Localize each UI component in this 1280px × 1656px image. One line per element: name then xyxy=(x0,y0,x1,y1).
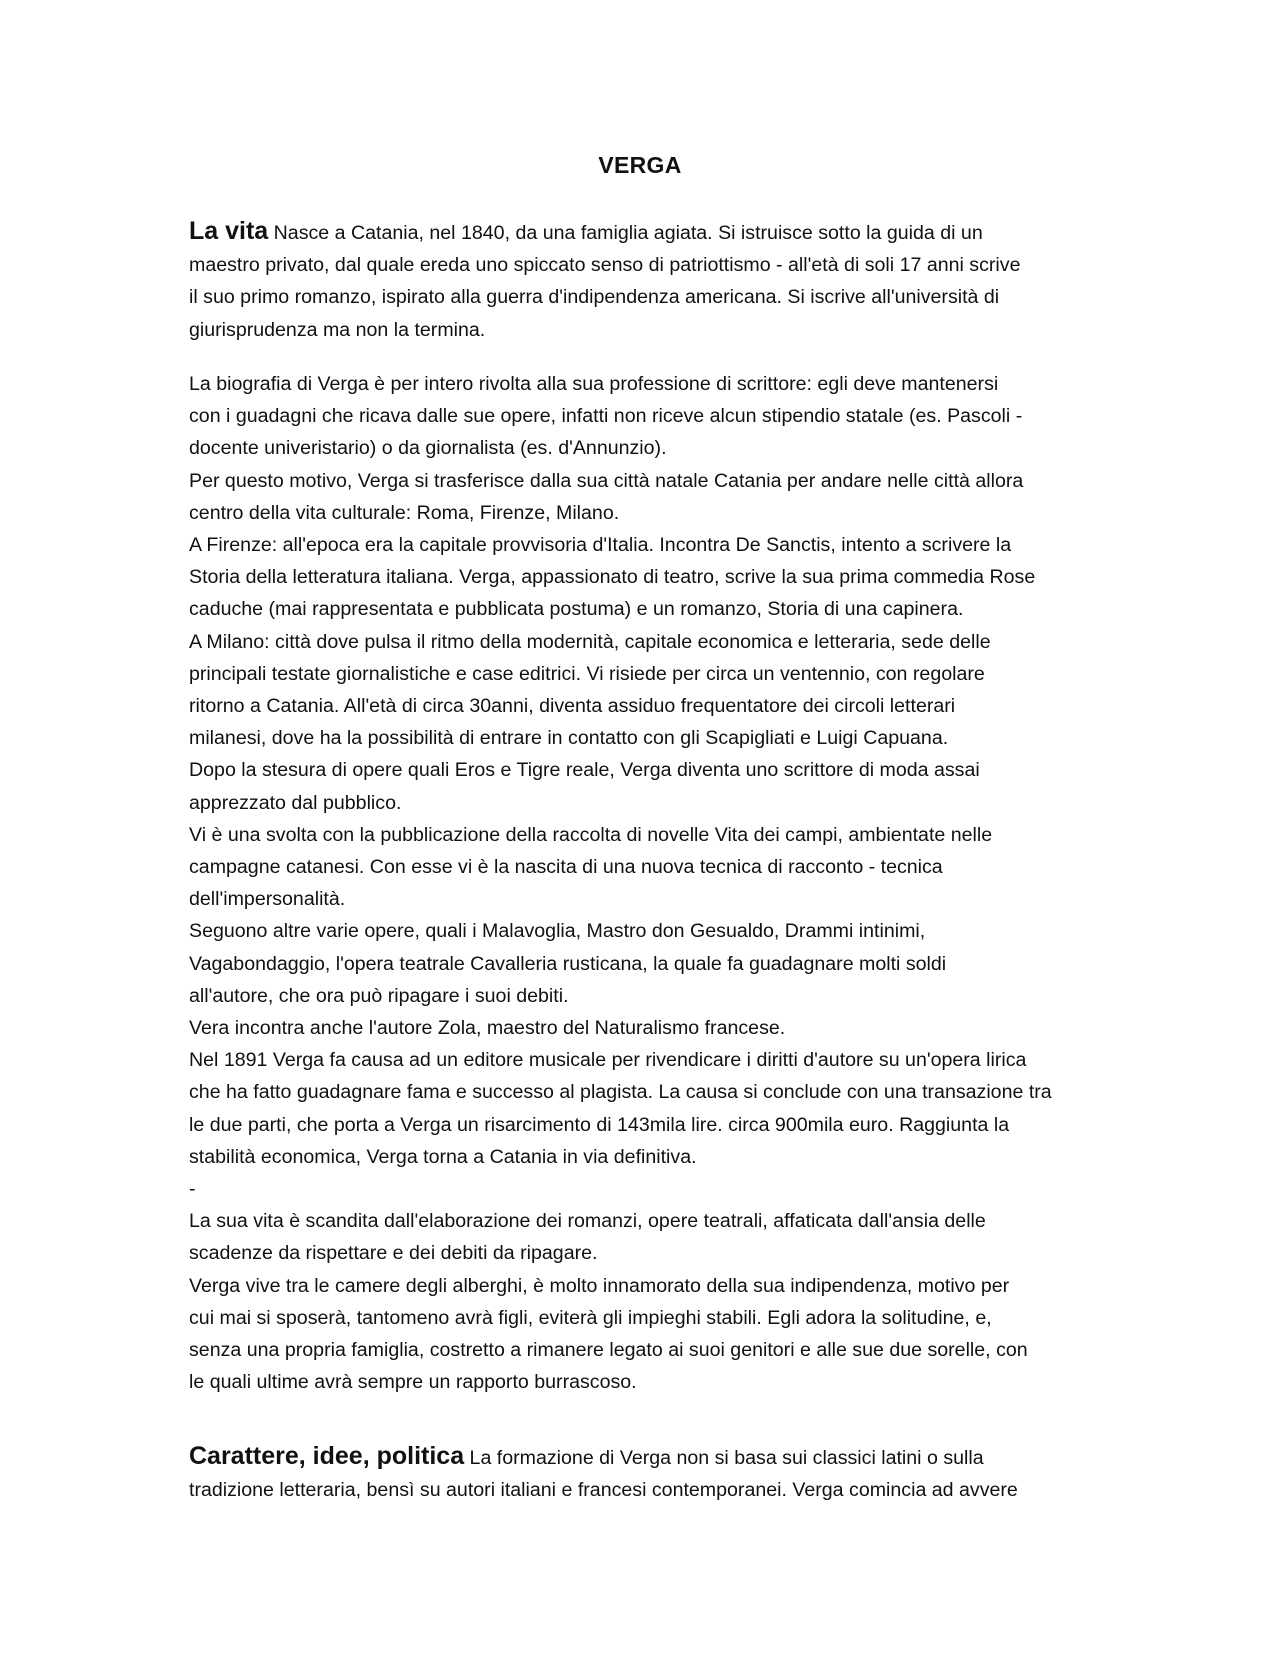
paragraph-line: dell'impersonalità. xyxy=(189,888,346,911)
paragraph-line: stabilità economica, Verga torna a Catania in via definitiva. xyxy=(189,1145,697,1168)
paragraph-line: cui mai si sposerà, tantomeno avrà figli, eviterà gli impieghi stabili. Egli adora la solitudine, e, xyxy=(189,1306,992,1329)
section-heading-la-vita: La vita xyxy=(189,217,269,245)
paragraph-line: La biografia di Verga è per intero rivolta alla sua professione di scrittore: egli deve mantenersi xyxy=(189,373,999,395)
paragraph-line: che ha fatto guadagnare fama e successo al plagista. La causa si conclude con una transazione tra xyxy=(189,1081,1052,1104)
paragraph-line: il suo primo romanzo, ispirato alla guerra d'indipendenza americana. Si iscrive all'università di xyxy=(189,286,1000,309)
paragraph-line: con i guadagni che ricava dalle sue opere, infatti non riceve alcun stipendio statale (es. Pascoli - xyxy=(189,405,1023,428)
paragraph-line: maestro privato, dal quale ereda uno spiccato senso di patriottismo - all'età di soli 17 anni scrive xyxy=(189,254,1021,277)
paragraph-line: docente univeristario) o da giornalista (es. d'Annunzio). xyxy=(189,437,667,460)
paragraph-text: La formazione di Verga non si basa sui classici latini o sulla xyxy=(464,1447,984,1469)
paragraph-line: giurisprudenza ma non la termina. xyxy=(189,318,486,341)
paragraph-line: Vagabondaggio, l'opera teatrale Cavalleria rusticana, la quale fa guadagnare molti soldi xyxy=(189,952,947,975)
paragraph-line: campagne catanesi. Con esse vi è la nascita di una nuova tecnica di racconto - tecnica xyxy=(189,856,943,879)
paragraph-line: senza una propria famiglia, costretto a rimanere legato ai suoi genitori e alle sue due sorelle, con xyxy=(189,1339,1028,1362)
paragraph-line: La sua vita è scandita dall'elaborazione dei romanzi, opere teatrali, affaticata dall'ansia delle xyxy=(189,1210,986,1233)
paragraph-line xyxy=(189,1440,1094,1474)
paragraph-line: Seguono altre varie opere, quali i Malavoglia, Mastro don Gesualdo, Drammi intinimi, xyxy=(189,920,926,943)
paragraph-line: ritorno a Catania. All'età di circa 30anni, diventa assiduo frequentatore dei circoli letterari xyxy=(189,695,956,718)
document-title: VERGA xyxy=(598,152,682,178)
paragraph-line: all'autore, che ora può ripagare i suoi debiti. xyxy=(189,984,569,1007)
paragraph-text: Nasce a Catania, nel 1840, da una famiglia agiata. Si istruisce sotto la guida di un xyxy=(268,222,983,244)
separator-dash: - xyxy=(189,1178,196,1201)
paragraph-line: le quali ultime avrà sempre un rapporto burrascoso. xyxy=(189,1371,637,1394)
paragraph-line: apprezzato dal pubblico. xyxy=(189,791,402,814)
paragraph-line: Storia della letteratura italiana. Verga, appassionato di teatro, scrive la sua prima commedia Rose xyxy=(189,566,1036,589)
paragraph-line: Nel 1891 Verga fa causa ad un editore musicale per rivendicare i diritti d'autore su un'opera lirica xyxy=(189,1049,1027,1072)
paragraph-line: scadenze da rispettare e dei debiti da ripagare. xyxy=(189,1242,598,1265)
paragraph-line: caduche (mai rappresentata e pubblicata postuma) e un romanzo, Storia di una capinera. xyxy=(189,598,964,621)
paragraph-line: le due parti, che porta a Verga un risarcimento di 143mila lire. circa 900mila euro. Raggiunta la xyxy=(189,1113,1010,1136)
section-la-vita xyxy=(189,215,1094,346)
paragraph-line: Vera incontra anche l'autore Zola, maestro del Naturalismo francese. xyxy=(189,1017,786,1040)
paragraph-line: principali testate giornalistiche e case editrici. Vi risiede per circa un ventennio, con regolare xyxy=(189,662,985,685)
paragraph-line: Vi è una svolta con la pubblicazione della raccolta di novelle Vita dei campi, ambientate nelle xyxy=(189,823,993,846)
paragraph-line: A Milano: città dove pulsa il ritmo della modernità, capitale economica e letteraria, sede delle xyxy=(189,630,991,653)
paragraph-line: A Firenze: all'epoca era la capitale provvisoria d'Italia. Incontra De Sanctis, intento a scrivere la xyxy=(189,534,1012,557)
paragraph-line xyxy=(189,215,1094,249)
paragraph-line: Per questo motivo, Verga si trasferisce dalla sua città natale Catania per andare nelle città allora xyxy=(189,469,1024,492)
paragraph-line: Dopo la stesura di opere quali Eros e Tigre reale, Verga diventa uno scrittore di moda assai xyxy=(189,759,980,782)
paragraph-line: milanesi, dove ha la possibilità di entrare in contatto con gli Scapigliati e Luigi Capuana. xyxy=(189,727,949,750)
section-biografia xyxy=(189,368,1094,1399)
paragraph-line: Verga vive tra le camere degli alberghi, è molto innamorato della sua indipendenza, motivo per xyxy=(189,1274,1010,1297)
paragraph-line: tradizione letteraria, bensì su autori italiani e francesi contemporanei. Verga comincia ad avvere xyxy=(189,1479,1018,1502)
section-carattere-idee-politica xyxy=(189,1440,1094,1506)
paragraph-line: centro della vita culturale: Roma, Firenze, Milano. xyxy=(189,501,620,524)
section-heading-carattere: Carattere, idee, politica xyxy=(189,1442,465,1470)
